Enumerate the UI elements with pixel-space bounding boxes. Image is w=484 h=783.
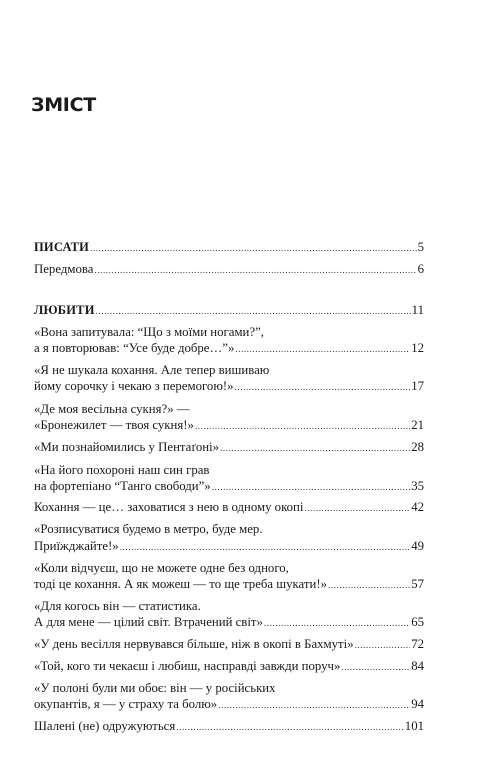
toc-entry-line <box>34 561 424 576</box>
toc-page-number: 5 <box>417 240 424 254</box>
toc-entry-title: йому сорочку і чекаю з перемогою!» <box>34 379 234 393</box>
toc-entry-title: ПИСАТИ <box>34 240 90 254</box>
toc-entry-line <box>34 659 424 674</box>
dot-leader <box>94 263 416 278</box>
toc-page-number: 17 <box>411 379 424 393</box>
toc-entry-line <box>34 522 424 537</box>
toc-entry-title: «Я не шукала кохання. Але тепер вишиваю <box>34 363 270 377</box>
toc-entry-title: «Вона запитувала: “Що з моїми ногами?”, <box>34 325 264 339</box>
toc-entry-title: «У день весілля нервувався більше, ніж в окопі в Бахмуті» <box>34 637 354 651</box>
toc-entry-title: окупантів, я — у страху та болю» <box>34 697 218 711</box>
toc-page-number: 11 <box>411 303 424 317</box>
toc-entry-title: а я повторював: “Усе буде добре…”» <box>34 341 235 355</box>
page-title: ЗМІСТ <box>31 94 96 116</box>
toc-page-number: 65 <box>411 615 424 629</box>
toc-section-heading <box>34 303 424 318</box>
toc-page-number: 35 <box>411 479 424 493</box>
toc-entry-line <box>34 341 424 356</box>
dot-leader <box>120 540 411 555</box>
toc-page-number: 57 <box>411 577 424 591</box>
toc-entry-line <box>34 379 424 394</box>
toc-entry-title: «У полоні були ми обоє: він — у російських <box>34 681 276 695</box>
toc-page-number: 101 <box>404 719 424 733</box>
toc-entry-title: «Де моя весільна сукня?» — <box>34 402 190 416</box>
dot-leader <box>355 638 411 653</box>
dot-leader <box>235 342 410 357</box>
toc-entry-title: «Для когось він — статистика. <box>34 599 201 613</box>
toc-entry-line <box>34 697 424 712</box>
toc-page-number: 49 <box>411 539 424 553</box>
toc-page-number: 6 <box>417 262 424 276</box>
toc-entry-title: «Ми познайомились у Пентаґоні» <box>34 440 220 454</box>
toc-page-number: 94 <box>411 697 424 711</box>
dot-leader <box>212 480 411 495</box>
toc-entry-line <box>34 681 424 696</box>
toc-page-number: 12 <box>411 341 424 355</box>
toc-entry-line <box>34 262 424 277</box>
toc-entry-title: Приїжджайте!» <box>34 539 119 553</box>
toc-entry-line <box>34 402 424 417</box>
toc-entry-title: «Бронежилет — твоя сукня!» <box>34 418 194 432</box>
toc-page-number: 28 <box>411 440 424 454</box>
toc-entry-line <box>34 637 424 652</box>
toc-entry-title: Шалені (не) одружуються <box>34 719 176 733</box>
toc-entry-line <box>34 440 424 455</box>
dot-leader <box>195 419 410 434</box>
toc-entry-line <box>34 719 424 734</box>
toc-entry-line <box>34 363 424 378</box>
toc-entry-title: А для мене — цілий світ. Втрачений світ» <box>34 615 263 629</box>
toc-entry-title: «На його похороні наш син грав <box>34 463 210 477</box>
dot-leader <box>304 501 410 516</box>
toc-entry-line <box>34 479 424 494</box>
dot-leader <box>328 578 410 593</box>
toc-entry-line <box>34 599 424 614</box>
dot-leader <box>235 380 411 395</box>
toc-entry-line <box>34 577 424 592</box>
dot-leader <box>90 241 417 256</box>
toc-page-number: 21 <box>411 418 424 432</box>
toc-entry-line <box>34 463 424 478</box>
dot-leader <box>176 720 404 735</box>
toc-page-number: 84 <box>411 659 424 673</box>
toc-entry-title: тоді це кохання. А як можеш — то ще треба шукати!» <box>34 577 328 591</box>
toc-entry-line <box>34 325 424 340</box>
toc-entry-line <box>34 615 424 630</box>
toc-entry-line <box>34 500 424 515</box>
toc-entry-title: на фортепіано “Танго свободи”» <box>34 479 211 493</box>
toc-page-number: 42 <box>411 500 424 514</box>
toc-entry-title: «Той, кого ти чекаєш і любиш, насправді завжди поруч» <box>34 659 341 673</box>
toc-entry-title: Кохання — це… заховатися з нею в одному окопі <box>34 500 304 514</box>
toc-entry-title: Передмова <box>34 262 94 276</box>
dot-leader <box>264 616 410 631</box>
toc-entry-title: «Коли відчуєш, що не можете одне без одного, <box>34 561 289 575</box>
toc-entry-title: «Розписуватися будемо в метро, буде мер. <box>34 522 263 536</box>
toc-entry-line <box>34 539 424 554</box>
toc-section-heading <box>34 240 424 255</box>
toc-entry-line <box>34 418 424 433</box>
dot-leader <box>96 304 411 319</box>
dot-leader <box>220 441 410 456</box>
dot-leader <box>218 698 410 713</box>
dot-leader <box>341 660 410 675</box>
toc-entry-title: ЛЮБИТИ <box>34 303 95 317</box>
toc-page-number: 72 <box>411 637 424 651</box>
